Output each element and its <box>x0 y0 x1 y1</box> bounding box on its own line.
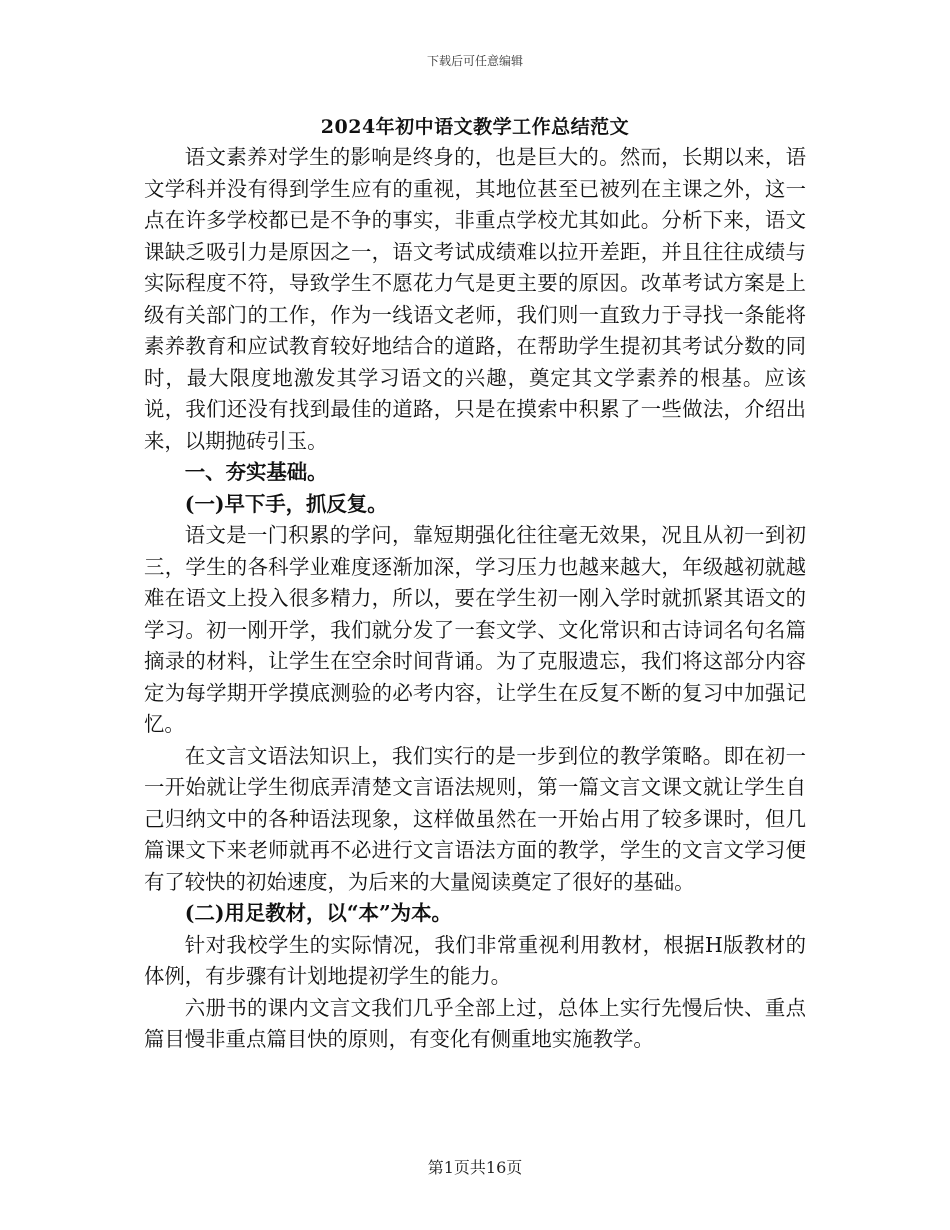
subsection-heading: (二)用足教材，以“本”为本。 <box>184 901 452 925</box>
paragraph-intro: 语文素养对学生的影响是终身的，也是巨大的。然而，长期以来，语文学科并没有得到学生应有的重视，其地位甚至已被列在主课之外，这一点在许多学校都已是不争的事实，非重点学校尤其如此。分析下来，语文课缺乏吸引力是原因之一，语文考试成绩难以拉开差距，并且往往成绩与实际程度不符，导致学生不愿花力气是更主要的原因。改革考试方案是上级有关部门的工作，作为一线语文老师，我们则一直致力于寻找一条能将素养教育和应试教育较好地结合的道路，在帮助学生提初其考试分数的同时，最大限度地激发其学习语文的兴趣，奠定其文学素养的根基。应该说，我们还没有找到最佳的道路，只是在摸索中积累了一些做法，介绍出来，以期抛砖引玉。 <box>144 145 806 453</box>
header-note: 下载后可任意编辑 <box>426 54 523 68</box>
paragraph: 在文言文语法知识上，我们实行的是一步到位的教学策略。即在初一一开始就让学生彻底弄清楚文言语法规则，第一篇文言文课文就让学生自己归纳文中的各种语法现象，这样做虽然在一开始占用了较多课时，但几篇课文下来老师就再不必进行文言语法方面的教学，学生的文言文学习便有了较快的初始速度，为后来的大量阅读奠定了很好的基础。 <box>144 743 806 894</box>
document-title: 2024年初中语文教学工作总结范文 <box>320 116 630 138</box>
paragraph: 六册书的课内文言文我们几乎全部上过，总体上实行先慢后快、重点篇目慢非重点篇目快的原则，有变化有侧重地实施教学。 <box>144 995 806 1051</box>
subsection-heading: (一)早下手，抓反复。 <box>184 491 388 516</box>
paragraph: 语文是一门积累的学问，靠短期强化往往毫无效果，况且从初一到初三，学生的各科学业难度逐渐加深，学习压力也越来越大，年级越初就越难在语文上投入很多精力，所以，要在学生初一刚入学时就抓紧其语文的学习。初一刚开学，我们就分发了一套文学、文化常识和古诗词名句名篇摘录的材料，让学生在空余时间背诵。为了克服遗忘，我们将这部分内容定为每学期开学摸底测验的必考内容，让学生在反复不断的复习中加强记忆。 <box>144 523 806 736</box>
paragraph: 针对我校学生的实际情况，我们非常重视利用教材，根据H版教材的体例，有步骤有计划地提初学生的能力。 <box>144 932 806 988</box>
page-number: 第1页共16页 <box>427 1158 523 1177</box>
document-body <box>144 142 806 1056</box>
section-heading: 一、夯实基础。 <box>184 460 328 484</box>
